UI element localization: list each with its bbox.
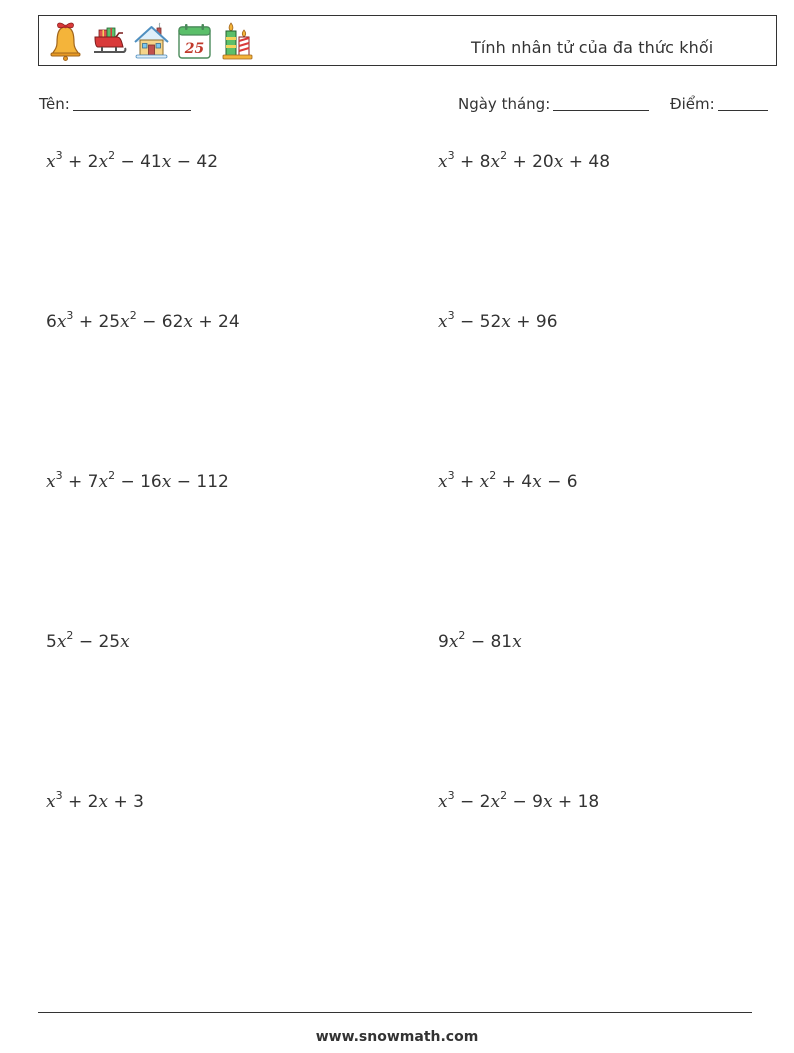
bell-icon — [47, 21, 84, 61]
name-field[interactable] — [39, 95, 191, 113]
header-icons — [47, 21, 256, 61]
date-blank[interactable] — [553, 96, 649, 111]
score-field[interactable] — [670, 95, 768, 113]
footer-divider — [38, 1012, 752, 1013]
date-label: Ngày tháng: — [458, 95, 551, 113]
problem-9: $x^3 + 2x + 3$ — [46, 789, 144, 812]
worksheet-title: Tính nhân tử của đa thức khối — [471, 38, 714, 57]
candles-icon — [219, 21, 256, 61]
snowy-house-icon — [133, 21, 170, 61]
problem-3: $6x^3 + 25x^2 - 62x + 24$ — [46, 309, 240, 332]
calendar-25-icon — [176, 21, 213, 61]
score-label: Điểm: — [670, 95, 715, 113]
problem-4: $x^3 - 52x + 96$ — [438, 309, 558, 332]
sleigh-icon — [90, 21, 127, 61]
problem-6: $x^3 + x^2 + 4x - 6$ — [438, 469, 578, 492]
name-label: Tên: — [39, 95, 70, 113]
name-blank[interactable] — [73, 96, 191, 111]
problem-10: $x^3 - 2x^2 - 9x + 18$ — [438, 789, 600, 812]
calendar-day: 25 — [184, 41, 205, 57]
problem-8: $9x^2 - 81x$ — [438, 629, 522, 652]
problem-7: $5x^2 - 25x$ — [46, 629, 130, 652]
problem-2: $x^3 + 8x^2 + 20x + 48$ — [438, 149, 611, 172]
score-blank[interactable] — [718, 96, 768, 111]
problem-5: $x^3 + 7x^2 - 16x - 112$ — [46, 469, 229, 492]
problem-1: $x^3 + 2x^2 - 41x - 42$ — [46, 149, 219, 172]
worksheet-header — [38, 15, 777, 66]
footer-url[interactable]: www.snowmath.com — [315, 1029, 479, 1045]
date-field[interactable] — [458, 95, 649, 113]
